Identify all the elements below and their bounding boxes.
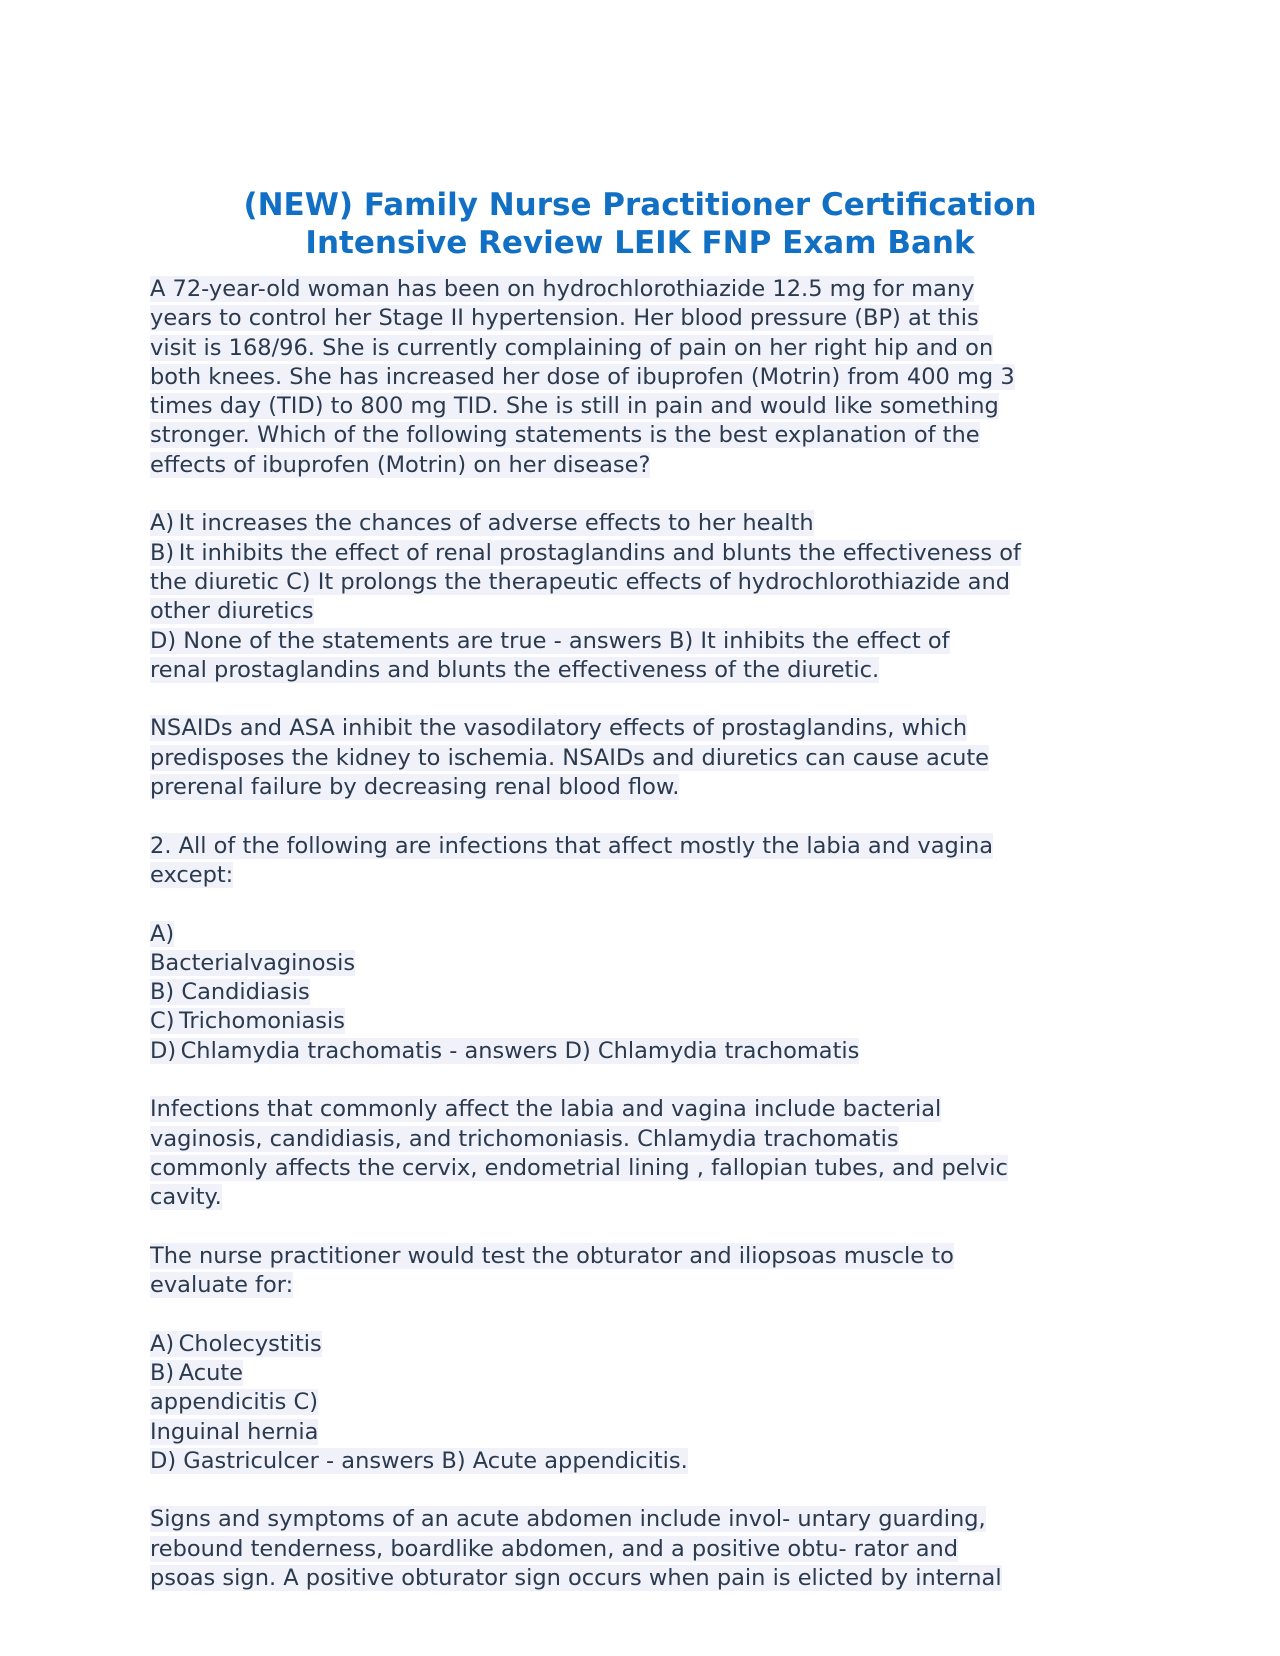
document-body [150, 275, 1140, 1623]
text-line: rebound tenderness, boardlike abdomen, and a positive obtu- rator and [150, 1535, 959, 1562]
text-line: both knees. She has increased her dose of ibuprofen (Motrin) from 400 mg 3 [150, 363, 1015, 390]
text-line: evaluate for: [150, 1272, 294, 1299]
text-line: C) Trichomoniasis [150, 1008, 345, 1035]
text-line: predisposes the kidney to ischemia. NSAIDs and diuretics can cause acute [150, 744, 990, 771]
text-line: Inguinal hernia [150, 1418, 319, 1445]
text-line: vaginosis, candidiasis, and trichomoniasis. Chlamydia trachomatis [150, 1125, 899, 1152]
question-3-stem [150, 1242, 1140, 1301]
text-line: psoas sign. A positive obturator sign occurs when pain is elicted by internal [150, 1565, 1002, 1592]
text-line: except: [150, 861, 234, 888]
text-line: The nurse practitioner would test the obturator and iliopsoas muscle to [150, 1242, 954, 1269]
text-line: Infections that commonly affect the labia and vagina include bacterial [150, 1096, 942, 1123]
text-line: visit is 168/96. She is currently complaining of pain on her right hip and on [150, 334, 994, 361]
text-line: stronger. Which of the following statements is the best explanation of the [150, 422, 980, 449]
text-line: cavity. [150, 1184, 222, 1211]
document-title [150, 186, 1130, 262]
question-2-options [150, 920, 1140, 1066]
text-line: D) None of the statements are true - answers B) It inhibits the effect of [150, 627, 950, 654]
title-line: Intensive Review LEIK FNP Exam Bank [305, 225, 975, 261]
text-line: appendicitis C) [150, 1389, 319, 1416]
text-line: Signs and symptoms of an acute abdomen include invol- untary guarding, [150, 1506, 986, 1533]
text-line: renal prostaglandins and blunts the effectiveness of the diuretic. [150, 656, 880, 683]
text-line: prerenal failure by decreasing renal blood flow. [150, 774, 680, 801]
question-1-stem [150, 275, 1140, 480]
text-line: D) Chlamydia trachomatis - answers D) Chlamydia trachomatis [150, 1037, 860, 1064]
question-3-rationale [150, 1505, 1140, 1593]
text-line: A) It increases the chances of adverse effects to her health [150, 510, 814, 537]
text-line: commonly affects the cervix, endometrial lining , fallopian tubes, and pelvic [150, 1154, 1008, 1181]
text-line: Bacterialvaginosis [150, 949, 356, 976]
text-line: B) It inhibits the effect of renal prostaglandins and blunts the effectiveness of [150, 539, 1021, 566]
text-line: A) Cholecystitis [150, 1330, 322, 1357]
text-line: D) Gastriculcer - answers B) Acute appendicitis. [150, 1447, 688, 1474]
text-line: NSAIDs and ASA inhibit the vasodilatory effects of prostaglandins, which [150, 715, 968, 742]
text-line: A 72-year-old woman has been on hydrochlorothiazide 12.5 mg for many [150, 276, 975, 302]
text-line: B) Candidiasis [150, 979, 310, 1006]
question-1-options [150, 509, 1140, 685]
text-line: A) [150, 920, 175, 947]
text-line: the diuretic C) It prolongs the therapeutic effects of hydrochlorothiazide and [150, 568, 1011, 595]
question-3-options [150, 1330, 1140, 1476]
text-line: other diuretics [150, 598, 314, 625]
question-2-rationale [150, 1095, 1140, 1212]
text-line: effects of ibuprofen (Motrin) on her disease? [150, 451, 651, 478]
question-2-stem [150, 832, 1140, 891]
text-line: times day (TID) to 800 mg TID. She is still in pain and would like something [150, 393, 999, 420]
text-line: 2. All of the following are infections that affect mostly the labia and vagina [150, 832, 994, 859]
question-1-rationale [150, 714, 1140, 802]
text-line: years to control her Stage II hypertension. Her blood pressure (BP) at this [150, 305, 979, 332]
text-line: B) Acute [150, 1359, 243, 1386]
title-line: (NEW) Family Nurse Practitioner Certification [243, 187, 1037, 223]
